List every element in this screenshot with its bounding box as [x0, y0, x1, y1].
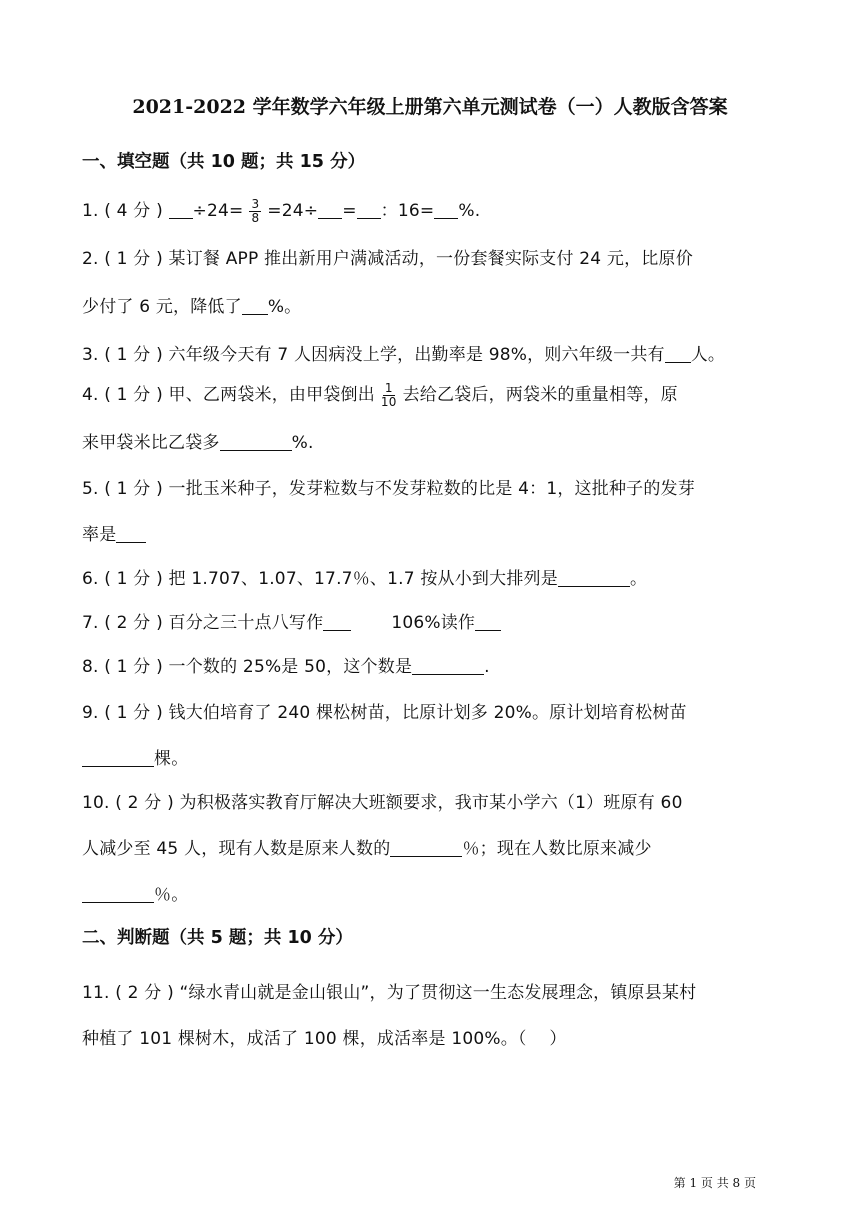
answer-blank	[390, 839, 462, 857]
q2-text: 少付了 6 元，降低了	[82, 297, 242, 317]
section-heading-fill-in: 一、填空题（共 10 题；共 15 分）	[82, 152, 366, 172]
q8-text-end: .	[484, 657, 490, 677]
q7-text-2: 106%读作	[391, 613, 476, 633]
question-7	[82, 608, 501, 633]
question-4-line-2	[82, 428, 314, 453]
question-2-line-2	[82, 292, 301, 317]
answer-blank	[82, 885, 154, 903]
answer-blank	[434, 201, 458, 219]
q3-text-end: 人。	[690, 345, 726, 365]
question-5-line-1: 5. ( 1 分 ) 一批玉米种子，发芽粒数与不发芽粒数的比是 4：1，这批种子的发芽	[82, 479, 695, 499]
question-8	[82, 652, 490, 677]
q7-text: 7. ( 2 分 ) 百分之三十点八写作	[82, 613, 324, 633]
q1-text-5: %.	[458, 201, 481, 221]
question-1	[82, 196, 480, 225]
q4-text-end: %.	[291, 433, 314, 453]
question-10-line-3	[82, 880, 188, 905]
question-6	[82, 564, 647, 589]
answer-blank	[169, 201, 193, 219]
question-10-line-1: 10. ( 2 分 ) 为积极落实教育厅解决大班额要求，我市某小学六（1）班原有 60	[82, 793, 683, 813]
fraction	[249, 198, 261, 225]
answer-blank	[558, 569, 630, 587]
question-9-line-1: 9. ( 1 分 ) 钱大伯培育了 240 棵松树苗，比原计划多 20%。原计划培育松树苗	[82, 703, 687, 723]
q1-text-1: ÷24=	[192, 201, 244, 221]
q6-text: 6. ( 1 分 ) 把 1.707、1.07、17.7％、1.7 按从小到大排列是	[82, 569, 558, 589]
answer-blank	[220, 433, 292, 451]
section-heading-true-false: 二、判断题（共 5 题；共 10 分）	[82, 928, 353, 948]
question-5-line-2	[82, 520, 146, 545]
q10-text: 人减少至 45 人，现有人数是原来人数的	[82, 839, 391, 859]
question-11-line-1: 11. ( 2 分 ) “绿水青山就是金山银山”，为了贯彻这一生态发展理念，镇原县某村	[82, 983, 697, 1003]
question-4-line-1	[82, 380, 678, 409]
q1-prefix: 1. ( 4 分 )	[82, 201, 169, 221]
q4-text-2: 去给乙袋后，两袋米的重量相等，原	[402, 385, 678, 405]
question-10-line-2	[82, 834, 652, 859]
answer-blank	[412, 657, 484, 675]
fraction-denominator: 10	[380, 394, 397, 409]
q10-text-end: ％。	[154, 885, 189, 905]
question-11-line-2: 种植了 101 棵树木，成活了 100 棵，成活率是 100%。（ ）	[82, 1029, 567, 1049]
answer-blank	[665, 345, 691, 363]
answer-blank	[318, 201, 342, 219]
q9-text-end: 棵。	[154, 749, 189, 769]
fraction-numerator: 1	[384, 380, 393, 395]
fraction	[381, 382, 397, 409]
q3-text: 3. ( 1 分 ) 六年级今天有 7 人因病没上学，出勤率是 98%，则六年级一共有	[82, 345, 665, 365]
q10-text-2: ％；现在人数比原来减少	[462, 839, 652, 859]
page-title: 2021-2022 学年数学六年级上册第六单元测试卷（一）人教版含答案	[132, 96, 728, 118]
answer-blank	[242, 297, 268, 315]
q4-text-3: 来甲袋米比乙袋多	[82, 433, 220, 453]
question-3	[82, 340, 725, 365]
q1-text-3: =	[342, 201, 357, 221]
page-number: 第 1 页 共 8 页	[673, 1176, 756, 1190]
answer-blank	[82, 749, 154, 767]
answer-blank	[323, 613, 351, 631]
q1-text-4: ：16=	[380, 201, 435, 221]
answer-blank	[357, 201, 381, 219]
q6-text-end: 。	[629, 569, 648, 589]
q2-text-end: %。	[267, 297, 302, 317]
q4-text: 4. ( 1 分 ) 甲、乙两袋米，由甲袋倒出	[82, 385, 375, 405]
answer-blank	[116, 525, 146, 543]
question-2-line-1: 2. ( 1 分 ) 某订餐 APP 推出新用户满减活动，一份套餐实际支付 24 元，比原价	[82, 249, 693, 269]
fraction-numerator: 3	[251, 196, 260, 211]
q5-text: 率是	[82, 525, 117, 545]
q8-text: 8. ( 1 分 ) 一个数的 25%是 50，这个数是	[82, 657, 413, 677]
fraction-denominator: 8	[251, 210, 260, 225]
question-9-line-2	[82, 744, 188, 769]
q1-text-2: =24÷	[267, 201, 319, 221]
answer-blank	[475, 613, 501, 631]
